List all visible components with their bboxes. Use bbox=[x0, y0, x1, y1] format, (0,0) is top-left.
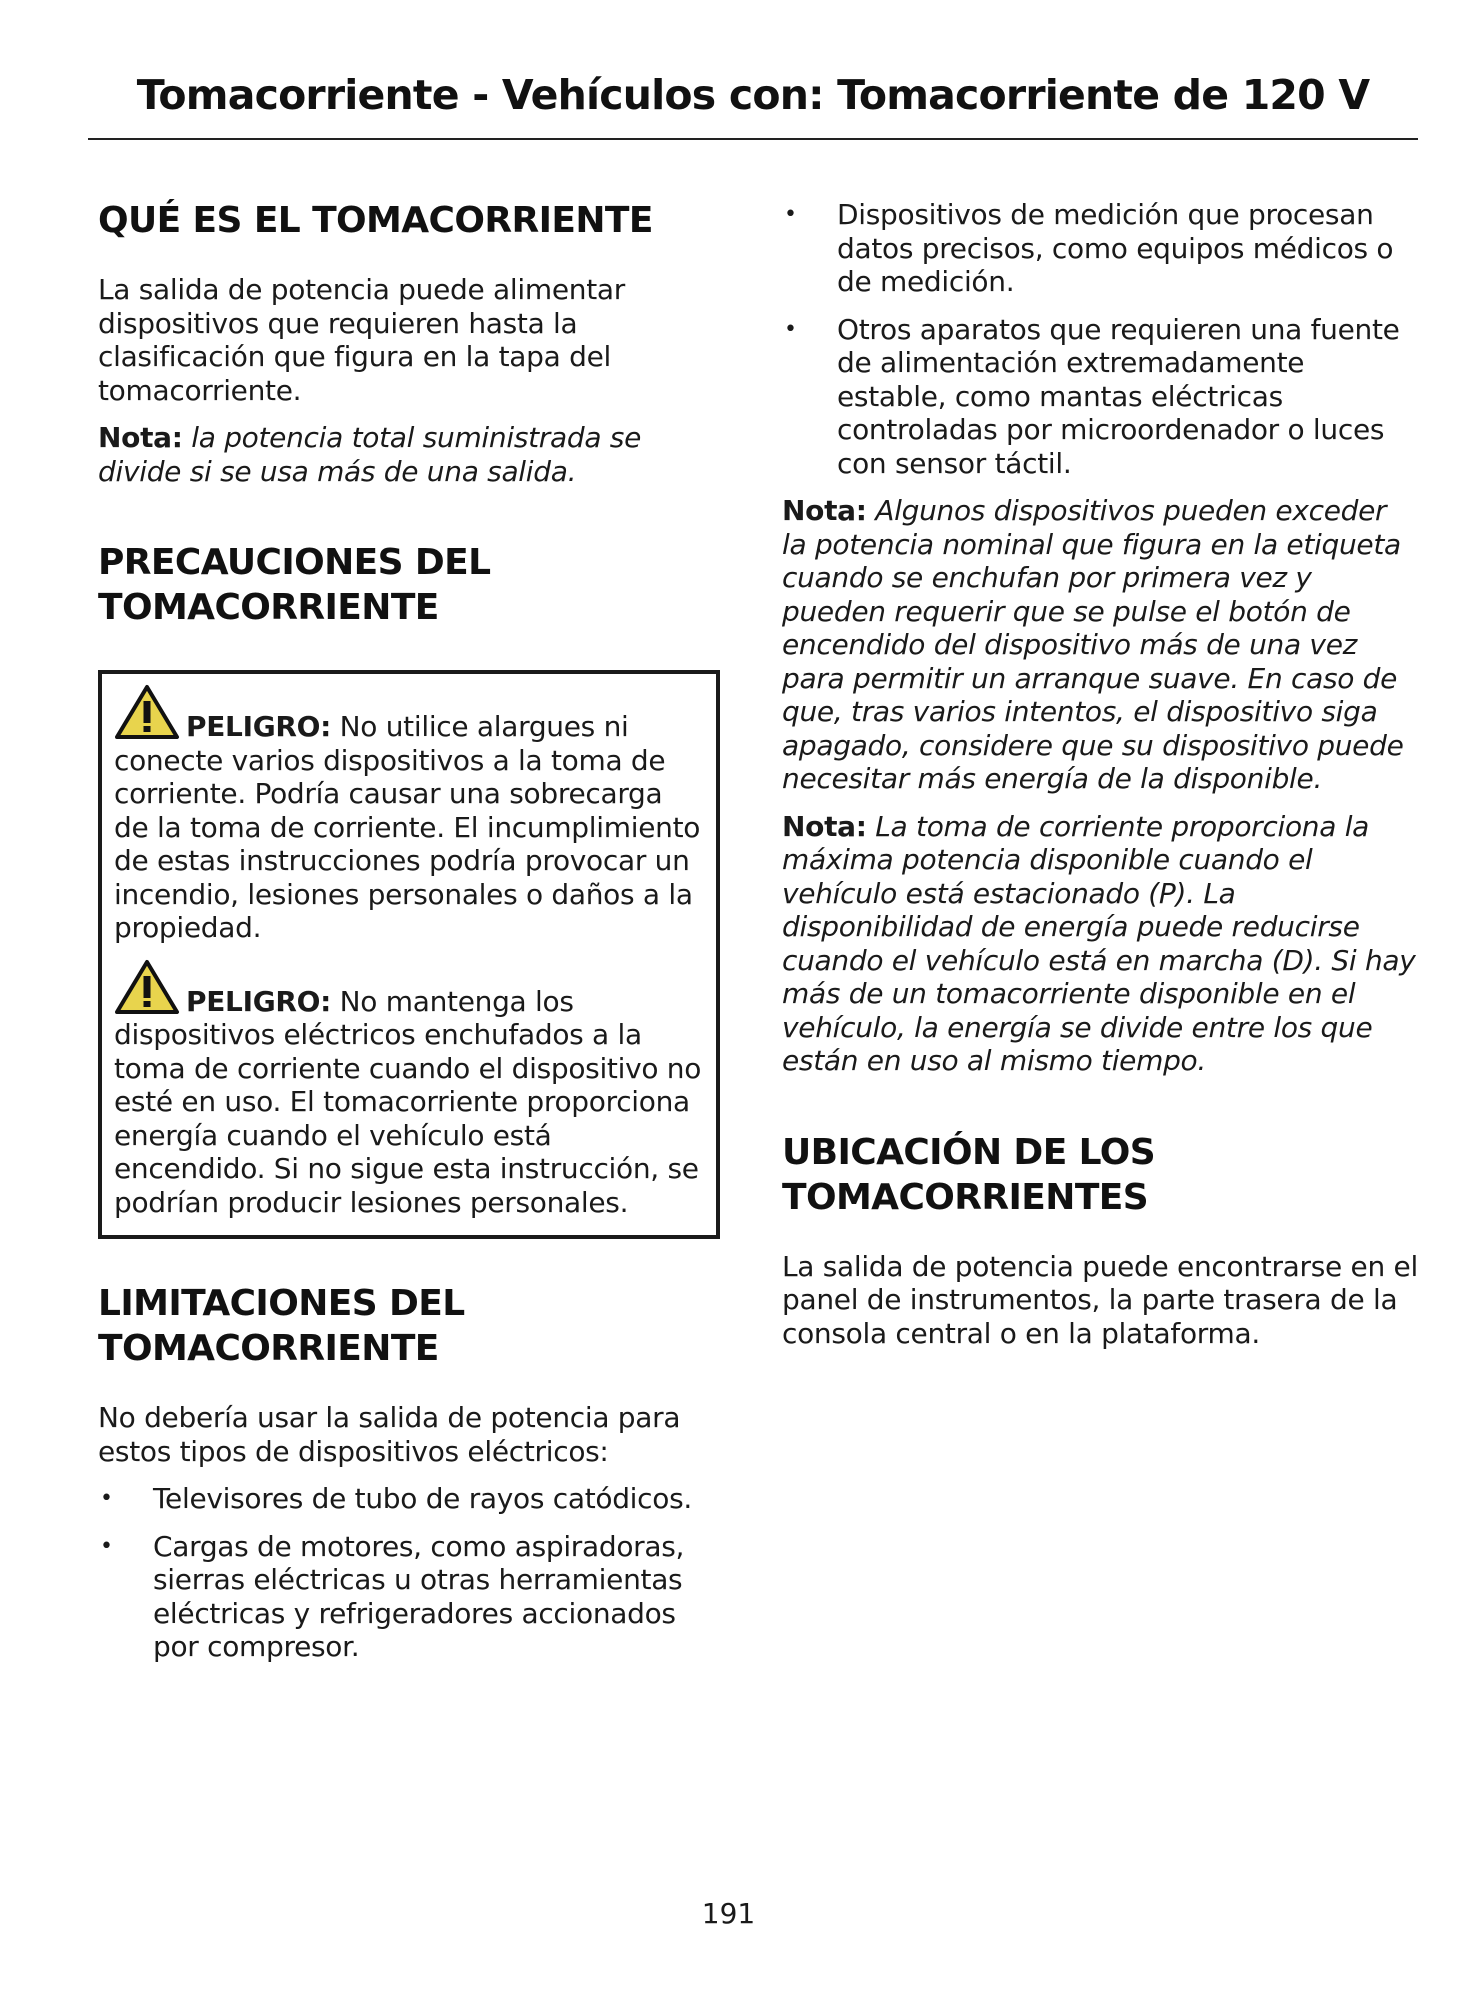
right-column bbox=[782, 198, 1418, 1350]
warning-triangle-icon bbox=[114, 684, 180, 740]
section-heading-ubicacion: UBICACIÓN DE LOS TOMACORRIENTES bbox=[782, 1131, 1156, 1218]
bullet-icon: • bbox=[784, 202, 797, 227]
note-text: Algunos dispositivos pueden exceder la potencia nominal que figura en la etiqueta cuando se enchufan por primera vez y pueden requerir que se pulse el botón de encendido del dispositivo más de una vez para permitir un arranque suave. En caso de que, tras varios intentos, el dispositivo siga apagado, considere que su dispositivo puede necesitar más energía de la disponible. bbox=[782, 494, 1404, 795]
bullet-list-continued bbox=[782, 198, 1418, 480]
bullet-icon: • bbox=[100, 1533, 113, 1559]
warning-block-1 bbox=[114, 684, 704, 945]
note-text: la potencia total suministrada se divide si se usa más de una salida. bbox=[98, 421, 642, 488]
warning-box bbox=[98, 670, 720, 1239]
section-heading-que-es: QUÉ ES EL TOMACORRIENTE bbox=[98, 200, 653, 241]
section-heading-limitaciones: LIMITACIONES DEL TOMACORRIENTE bbox=[98, 1283, 465, 1369]
note-label: Nota: bbox=[782, 809, 867, 843]
list-item: • Cargas de motores, como aspiradoras, sierras eléctricas u otras herramientas eléctricas y refrigeradores accionados por compresor. bbox=[100, 1529, 685, 1663]
page-title: Tomacorriente - Vehículos con: Tomacorriente de 120 V bbox=[136, 71, 1370, 119]
note-label: Nota: bbox=[782, 494, 867, 527]
note-text: La toma de corriente proporciona la máxima potencia disponible cuando el vehículo está estacionado (P). La disponibilidad de energía puede reducirse cuando el vehículo está en marcha (D). Si hay más de un tomacorriente disponible en el vehículo, la energía se divide entre los que están en uso al mismo tiempo. bbox=[782, 809, 1416, 1077]
note-power-availability bbox=[782, 810, 1418, 1078]
section-heading-precauciones: PRECAUCIONES DEL TOMACORRIENTE bbox=[98, 542, 491, 628]
list-item: • Otros aparatos que requieren una fuente de alimentación extremadamente estable, como mantas eléctricas controladas por microordenador o luces con sensor táctil. bbox=[784, 312, 1400, 480]
list-item: • Televisores de tubo de rayos catódicos. bbox=[100, 1482, 692, 1515]
bullet-icon: • bbox=[784, 316, 797, 342]
warning-text: No mantenga los dispositivos eléctricos enchufados a la toma de corriente cuando el dispositivo no esté en uso. El tomacorriente proporciona energía cuando el vehículo está encendido. Si no sigue esta instrucción, se podrían producir lesiones personales. bbox=[114, 984, 702, 1219]
bullet-list-limitaciones bbox=[98, 1482, 720, 1664]
warning-text: No utilice alargues ni conecte varios dispositivos a la toma de corriente. Podría causar una sobrecarga de la toma de corriente. El incumplimiento de estas instrucciones podría provocar un incendio, lesiones personales o daños a la propiedad. bbox=[114, 710, 701, 944]
section-intro-limitaciones: No debería usar la salida de potencia para estos tipos de dispositivos eléctricos: bbox=[98, 1401, 681, 1468]
note-que-es bbox=[98, 421, 720, 488]
warning-label: PELIGRO: bbox=[186, 710, 332, 743]
left-column bbox=[98, 198, 720, 1664]
section-body-ubicacion: La salida de potencia puede encontrarse en el panel de instrumentos, la parte trasera de la consola central o en la plataforma. bbox=[782, 1249, 1418, 1350]
page-number: 191 bbox=[701, 1897, 756, 1930]
warning-block-2 bbox=[114, 959, 704, 1220]
warning-triangle-icon bbox=[114, 959, 180, 1015]
page-header bbox=[88, 60, 1418, 140]
warning-label: PELIGRO: bbox=[186, 984, 332, 1018]
list-item: • Dispositivos de medición que procesan datos precisos, como equipos médicos o de medición. bbox=[784, 198, 1394, 298]
section-body-que-es: La salida de potencia puede alimentar dispositivos que requieren hasta la clasificación que figura en la tapa del tomacorriente. bbox=[98, 273, 625, 407]
bullet-icon: • bbox=[100, 1486, 113, 1511]
note-inrush bbox=[782, 494, 1418, 796]
note-label: Nota: bbox=[98, 421, 183, 454]
